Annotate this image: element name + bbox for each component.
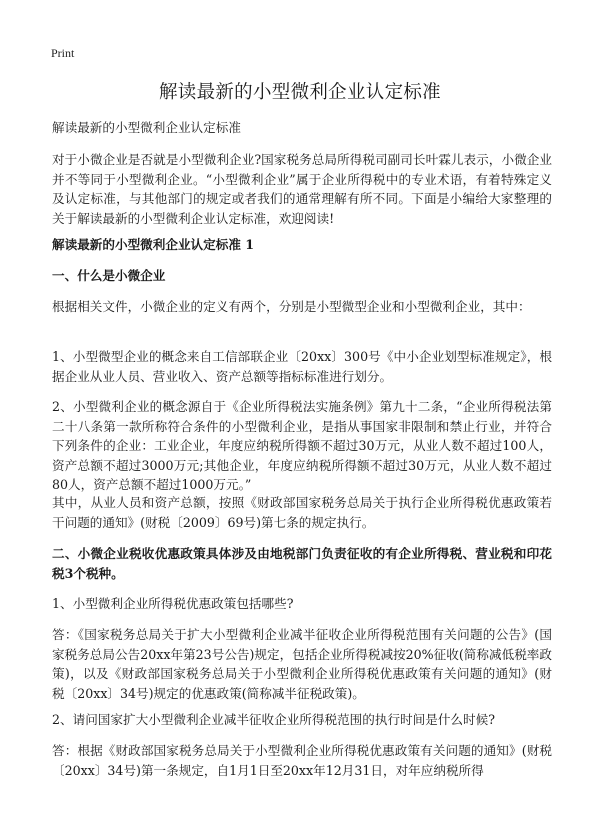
heading-tax-types: 二、小微企业税收优惠政策具体涉及由地税部门负责征收的有企业所得税、营业税和印花税3个税种。: [52, 546, 552, 581]
question-2: 2、请问国家扩大小型微利企业减半征收企业所得税范围的执行时间是什么时候?: [52, 712, 495, 727]
item-2-paragraph: 2、小型微利企业的概念源自于《企业所得税法实施条例》第九十二条，“企业所得税法第二十八条第一款所称符合条件的小型微利企业，是指从事国家非限制和禁止行业，并符合下列条件的企业：工业企业，年度应纳税所得额不超过30万元，从业人数不超过100人，资产总额不超过3000万元;其他企业，年度应纳税所得额不超过30万元，从业人数不超过80人，资产总额不超过1000万元。”: [52, 399, 552, 492]
document-title: 解读最新的小型微利企业认定标准: [158, 82, 441, 103]
item-1-paragraph: 1、小型微型企业的概念来自工信部联企业〔20xx〕300号《中小企业划型标准规定》，根据企业从业人员、营业收入、资产总额等指标标准进行划分。: [52, 349, 552, 384]
question-1: 1、小型微利企业所得税优惠政策包括哪些?: [52, 596, 294, 611]
definition-paragraph: 根据相关文件，小微企业的定义有两个，分别是小型微型企业和小型微利企业，其中：: [52, 299, 531, 314]
answer-1: 答：《国家税务总局关于扩大小型微利企业减半征收企业所得税范围有关问题的公告》(国家税务总局公告20xx年第23号公告)规定，包括企业所得税减按20%征收(简称减低税率政策)，以及《财政部国家税务总局关于小型微利企业所得税优惠政策有关问题的通知》(财税〔20xx〕34号)规定的优惠政策(简称减半征税政策)。: [52, 627, 552, 701]
note-paragraph: 其中，从业人员和资产总额，按照《财政部国家税务总局关于执行企业所得税优惠政策若干问题的通知》(财税〔2009〕69号)第七条的规定执行。: [52, 495, 552, 530]
answer-2: 答：根据《财政部国家税务总局关于小型微利企业所得税优惠政策有关问题的通知》(财税〔20xx〕34号)第一条规定，自1月1日至20xx年12月31日，对年应纳税所得: [52, 743, 552, 778]
document-subtitle: 解读最新的小型微利企业认定标准: [52, 120, 241, 135]
print-label[interactable]: Print: [51, 46, 75, 60]
intro-paragraph: 对于小微企业是否就是小型微利企业?国家税务总局所得税司副司长叶霖儿表示，小微企业并不等同于小型微利企业。“小型微利企业”属于企业所得税中的专业术语，有着特殊定义及认定标准，与其他部门的规定或者我们的通常理解有所不同。下面是小编给大家整理的关于解读最新的小型微利企业认定标准，欢迎阅读!: [52, 152, 552, 226]
heading-what-is-small-micro: 一、什么是小微企业: [52, 268, 166, 283]
section-heading: 解读最新的小型微利企业认定标准 1: [52, 237, 255, 252]
